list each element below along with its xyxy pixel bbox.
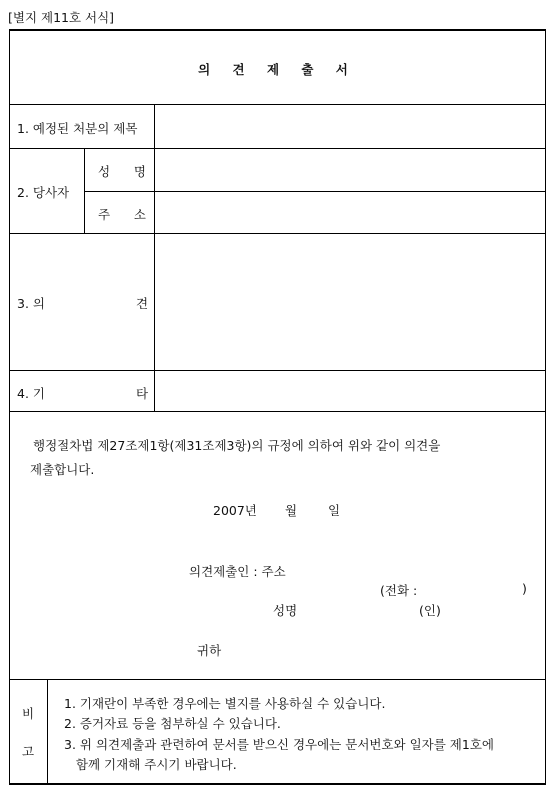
date-year: 2007년 — [213, 503, 257, 518]
remark-note-4: 함께 기재해 주시기 바랍니다. — [64, 757, 237, 772]
remark-note-3: 3. 위 의견제출과 관련하여 문서를 받으신 경우에는 문서번호와 일자를 제1호에 — [64, 737, 494, 752]
remarks-column-divider — [47, 679, 48, 783]
table-bottom-border — [9, 783, 546, 785]
party-label: 2. 당사자 — [17, 185, 70, 200]
address-field[interactable] — [156, 193, 544, 232]
row-divider — [9, 104, 546, 105]
remark-note-2: 2. 증거자료 등을 첨부하실 수 있습니다. — [64, 716, 281, 731]
remark-note-1: 1. 기재란이 부족한 경우에는 별지를 사용하실 수 있습니다. — [64, 696, 386, 711]
row-divider — [9, 679, 546, 680]
opinion-label-right: 견 — [136, 296, 149, 311]
label-column-divider — [154, 104, 155, 411]
other-field[interactable] — [156, 372, 544, 410]
submitter-name-label: 성명 — [273, 603, 298, 618]
party-column-divider — [84, 148, 85, 233]
other-label-right: 타 — [136, 386, 149, 401]
opinion-field[interactable] — [156, 235, 544, 369]
row-divider — [9, 233, 546, 234]
subject-field[interactable] — [156, 106, 544, 147]
row-divider — [9, 370, 546, 371]
phone-open: (전화 : — [380, 583, 418, 598]
phone-close: ) — [522, 581, 527, 596]
opinion-label-left: 3. 의 — [17, 296, 45, 311]
table-left-border — [9, 29, 10, 784]
submitter-address-label: 의견제출인 : 주소 — [189, 564, 286, 579]
statement-line-1: 행정절차법 제27조제1항(제31조제3항)의 규정에 의하여 위와 같이 의견을 — [33, 438, 441, 453]
date-month: 월 — [285, 503, 298, 518]
subject-label: 1. 예정된 처분의 제목 — [17, 121, 138, 136]
remarks-label-bottom: 고 — [22, 744, 35, 759]
row-divider — [9, 411, 546, 412]
form-number-tag: [별지 제11호 서식] — [8, 10, 115, 25]
recipient-label: 귀하 — [197, 643, 222, 658]
remarks-label-top: 비 — [22, 706, 35, 721]
other-label-left: 4. 기 — [17, 386, 45, 401]
form-title: 의 견 제 출 서 — [198, 62, 357, 77]
seal-mark: (인) — [419, 603, 441, 618]
address-label: 주 소 — [98, 207, 146, 222]
name-field[interactable] — [156, 150, 544, 190]
table-right-border — [545, 29, 546, 784]
row-divider — [9, 148, 546, 149]
name-label: 성 명 — [98, 164, 146, 179]
table-top-border — [9, 29, 546, 31]
date-day: 일 — [328, 503, 341, 518]
statement-line-2: 제출합니다. — [30, 462, 95, 477]
